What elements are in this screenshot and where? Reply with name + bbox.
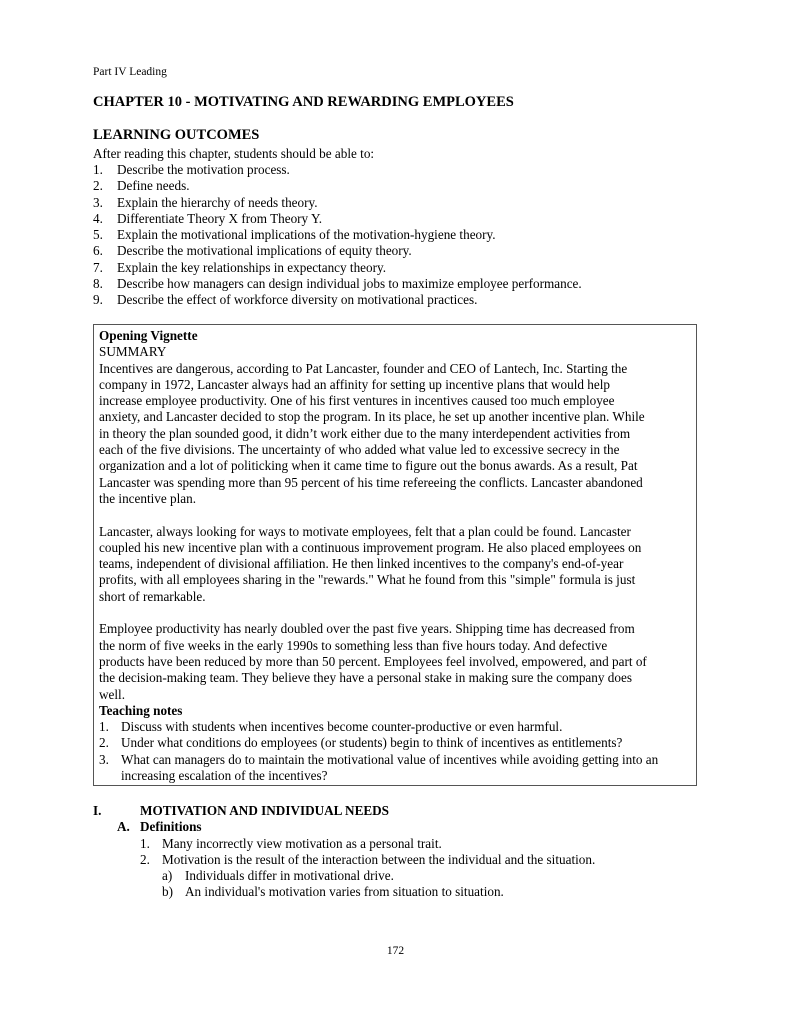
vignette-title: Opening Vignette — [99, 328, 198, 343]
opening-vignette-box — [93, 324, 697, 786]
list-item: 2. Under what conditions do employees (or students) begin to think of incentives as entitlements? — [99, 735, 623, 751]
list-item: b) An individual's motivation varies from situation to situation. — [162, 884, 504, 900]
list-item: 5. Explain the motivational implications of the motivation-hygiene theory. — [93, 227, 496, 243]
list-item: 3. Explain the hierarchy of needs theory. — [93, 194, 318, 210]
teaching-notes-title: Teaching notes — [99, 702, 183, 718]
vignette-summary-label: SUMMARY — [99, 344, 167, 360]
list-item: 1. Many incorrectly view motivation as a personal trait. — [140, 835, 442, 851]
list-item: 4. Differentiate Theory X from Theory Y. — [93, 210, 323, 226]
vignette-paragraph-3: Employee productivity has nearly doubled over the past five years. Shipping time has decreased from the norm of five weeks in the early 1990s to something less than five hours today. And defective products have been reduced by more than 50 percent. Employees feel involved, empowered, and part of the decision-making team. They believe they have a personal stake in making sure the company does well. — [99, 621, 647, 702]
list-item: 2. Motivation is the result of the interaction between the individual and the situation. — [140, 851, 596, 867]
outline-subsection-heading: A. Definitions — [117, 819, 202, 835]
vignette-paragraph-2: Lancaster, always looking for ways to motivate employees, felt that a plan could be found. Lancaster coupled his new incentive plan with a continuous improvement program. He also placed employees on teams, independent of divisional affiliation. He then linked incentives to the company's end-of-year profits, with all employees sharing in the "rewards." What he found from this "simple" formula is just short of remarkable. — [99, 523, 642, 604]
list-item: 3. What can managers do to maintain the motivational value of incentives while avoiding getting into an increasing escalation of the incentives? — [99, 751, 659, 784]
list-item: 7. Explain the key relationships in expectancy theory. — [93, 259, 387, 275]
learning-outcomes-list — [93, 162, 582, 309]
list-item: 6. Describe the motivational implications of equity theory. — [93, 243, 412, 259]
list-item: 2. Define needs. — [93, 178, 190, 194]
outline-section-heading: I. MOTIVATION AND INDIVIDUAL NEEDS — [93, 803, 390, 818]
chapter-outline — [93, 803, 713, 901]
list-item: 1. Discuss with students when incentives become counter-productive or even harmful. — [99, 719, 563, 735]
list-item: a) Individuals differ in motivational drive. — [162, 868, 394, 884]
list-item: 1. Describe the motivation process. — [93, 162, 290, 177]
page-number: 172 — [386, 945, 405, 957]
learning-outcomes-title: LEARNING OUTCOMES — [93, 127, 260, 143]
teaching-notes-list — [99, 719, 696, 784]
learning-outcomes-intro: After reading this chapter, students should be able to: — [93, 146, 375, 161]
running-header: Part IV Leading — [93, 66, 167, 78]
chapter-title: CHAPTER 10 - MOTIVATING AND REWARDING EMPLOYEES — [93, 94, 514, 110]
vignette-paragraph-1: Incentives are dangerous, according to Pat Lancaster, founder and CEO of Lantech, Inc. Starting the company in 1972, Lancaster always had an affinity for setting up incentive plans that would help increase employee productivity. One of his first ventures in incentives caused too much employee anxiety, and Lancaster decided to stop the program. In its place, he set up another incentive plan. While in theory the plan sounded good, it didn’t work either due to the many interdependent activities from each of the five divisions. The uncertainty of who added what value led to excessive secrecy in the organization and a lot of politicking when it came time to figure out the bonus awards. As a result, Pat Lancaster was spending more than 95 percent of his time refereeing the conflicts. Lancaster abandoned the incentive plan. — [99, 360, 645, 506]
list-item: 9. Describe the effect of workforce diversity on motivational practices. — [93, 292, 478, 308]
list-item: 8. Describe how managers can design individual jobs to maximize employee performance. — [93, 276, 582, 292]
